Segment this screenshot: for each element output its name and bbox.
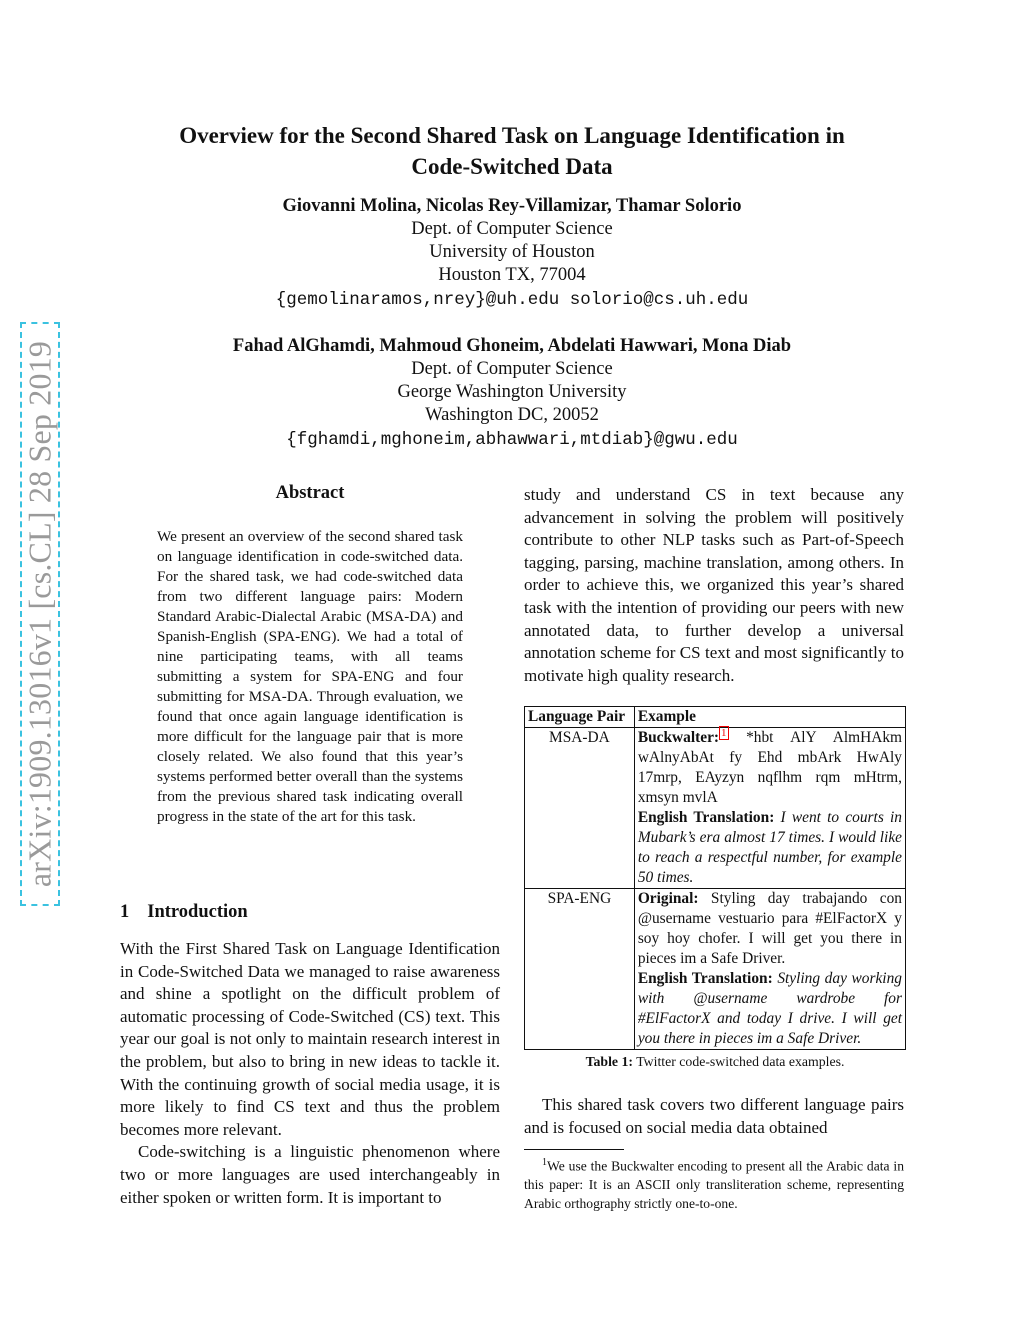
- abstract-text: We present an overview of the second shared task on language identification in code-switched data. For the shared task, we had code-switched data from two different language pairs: Modern Standard Arabic-Dialectal Arabic (MSA-DA) and Spanish-English (SPA-ENG). We had a total of nine participating teams, with all teams submitting a system for SPA-ENG and four submitting for MSA-DA. Through evaluation, we found that once again language identification is more difficult for the language pair that is more closely related. We also found that this year’s systems performed better overall than the systems from the previous shared task indicating overall progress in the state of the art for this task.: [157, 528, 463, 825]
- table-1: [524, 706, 906, 1070]
- right-column-paragraph-2: [524, 1094, 904, 1139]
- title-line-2: Code-Switched Data: [411, 154, 613, 179]
- right-column-paragraph: [524, 484, 904, 687]
- author-names: Giovanni Molina, Nicolas Rey-Villamizar, Thamar Solorio: [282, 196, 742, 216]
- intro-body: [120, 938, 500, 1209]
- table-cell-pair: SPA-ENG: [525, 889, 635, 1050]
- intro-paragraph-continued: study and understand CS in text because any advancement in solving the problem will positively contribute to other NLP tasks such as Part-of-Speech tagging, parsing, machine translation, among others. In order to achieve this, we organized this year’s shared task with the intention of providing our peers with new annotated data, to further develop a universal annotation scheme for CS text and most significantly to motivate high quality research.: [524, 485, 904, 685]
- section-heading-introduction: [120, 902, 248, 923]
- author-names: Fahad AlGhamdi, Mahmoud Ghoneim, Abdelati Hawwari, Mona Diab: [232, 336, 792, 356]
- example-text: *hbt AlY AlmHAkm wAlnyAbAt fy Ehd mbArk HwAly 17mrp, EAyzyn nqflhm rqm mHtrm, xmsyn mvlA: [637, 729, 902, 807]
- title-line-1: Overview for the Second Shared Task on Language Identification in: [179, 123, 845, 148]
- table-header-example: Example: [634, 707, 905, 728]
- arxiv-stamp-text: arXiv:1909.13016v1 [cs.CL] 28 Sep 2019: [21, 340, 58, 888]
- footnote-link[interactable]: 1: [721, 727, 727, 739]
- translation-text: I went to courts in Mubark’s era almost 17 times. I would like to reach a respectful number, for example 50 times.: [637, 809, 902, 887]
- translation-text: Styling day working with @username wardrobe for #ElFactorX and today I drive. I will get you there in pieces im a Safe Driver.: [637, 970, 902, 1048]
- example-label: Buckwalter:: [637, 729, 720, 747]
- table-row: [525, 889, 906, 1050]
- paper-title: [120, 120, 904, 182]
- affiliation-dept: Dept. of Computer Science: [411, 219, 613, 239]
- affiliation-university: George Washington University: [397, 382, 627, 402]
- example-label: Original:: [637, 890, 699, 908]
- translation-label: English Translation:: [637, 809, 775, 827]
- footnote-mark: 1: [542, 1157, 547, 1168]
- affiliation-location: Houston TX, 77004: [438, 265, 586, 285]
- caption-label: Table 1:: [585, 1054, 633, 1070]
- intro-paragraph-2: Code-switching is a linguistic phenomenon where two or more languages are used interchangeably in either spoken or written form. It is important to: [120, 1142, 500, 1207]
- paragraph-after-table: This shared task covers two different language pairs and is focused on social media data obtained: [524, 1095, 904, 1137]
- footnote-text: We use the Buckwalter encoding to present all the Arabic data in this paper: It is an ASCII only transliteration scheme, representing Arabic orthography strictly one-to-one.: [524, 1158, 904, 1211]
- section-number: 1: [120, 902, 130, 922]
- section-title: Introduction: [147, 902, 248, 922]
- table-caption: [524, 1054, 906, 1070]
- table-row: [525, 728, 906, 889]
- author-block-1: [120, 195, 904, 313]
- table-cell-example: [634, 889, 905, 1050]
- table-cell-pair: MSA-DA: [525, 728, 635, 889]
- intro-paragraph-1: With the First Shared Task on Language Identification in Code-Switched Data we managed to raise awareness and shine a spotlight on the difficult problem of automatic processing of Code-Switched (CS) text. This year our goal is not only to maintain research interest in the problem, but also to bring in new ideas to tackle it. With the continuing growth of social media usage, it is more likely to find CS text and thus the problem becomes more relevant.: [120, 939, 500, 1139]
- caption-text: Twitter code-switched data examples.: [633, 1054, 845, 1070]
- affiliation-location: Washington DC, 20052: [425, 405, 599, 425]
- table-cell-example: [634, 728, 905, 889]
- author-emails: {gemolinaramos,nrey}@uh.edu solorio@cs.uh.edu: [275, 290, 749, 310]
- affiliation-dept: Dept. of Computer Science: [411, 359, 613, 379]
- abstract-body: [157, 527, 463, 827]
- affiliation-university: University of Houston: [429, 242, 595, 262]
- footnote: [524, 1154, 904, 1213]
- table-header-pair: Language Pair: [525, 707, 635, 728]
- example-text: Styling day trabajando con @username vestuario para #ElFactorX y soy hoy chofer. I will get you there in pieces im a Safe Driver.: [637, 890, 902, 968]
- footnote-rule: [524, 1149, 624, 1150]
- arxiv-stamp[interactable]: [20, 322, 60, 906]
- abstract-heading: Abstract: [275, 483, 345, 503]
- examples-table: [524, 706, 906, 1050]
- author-block-2: [120, 335, 904, 453]
- author-emails: {fghamdi,mghoneim,abhawwari,mtdiab}@gwu.edu: [286, 430, 738, 450]
- translation-label: English Translation:: [637, 970, 773, 988]
- table-header-row: [525, 707, 906, 728]
